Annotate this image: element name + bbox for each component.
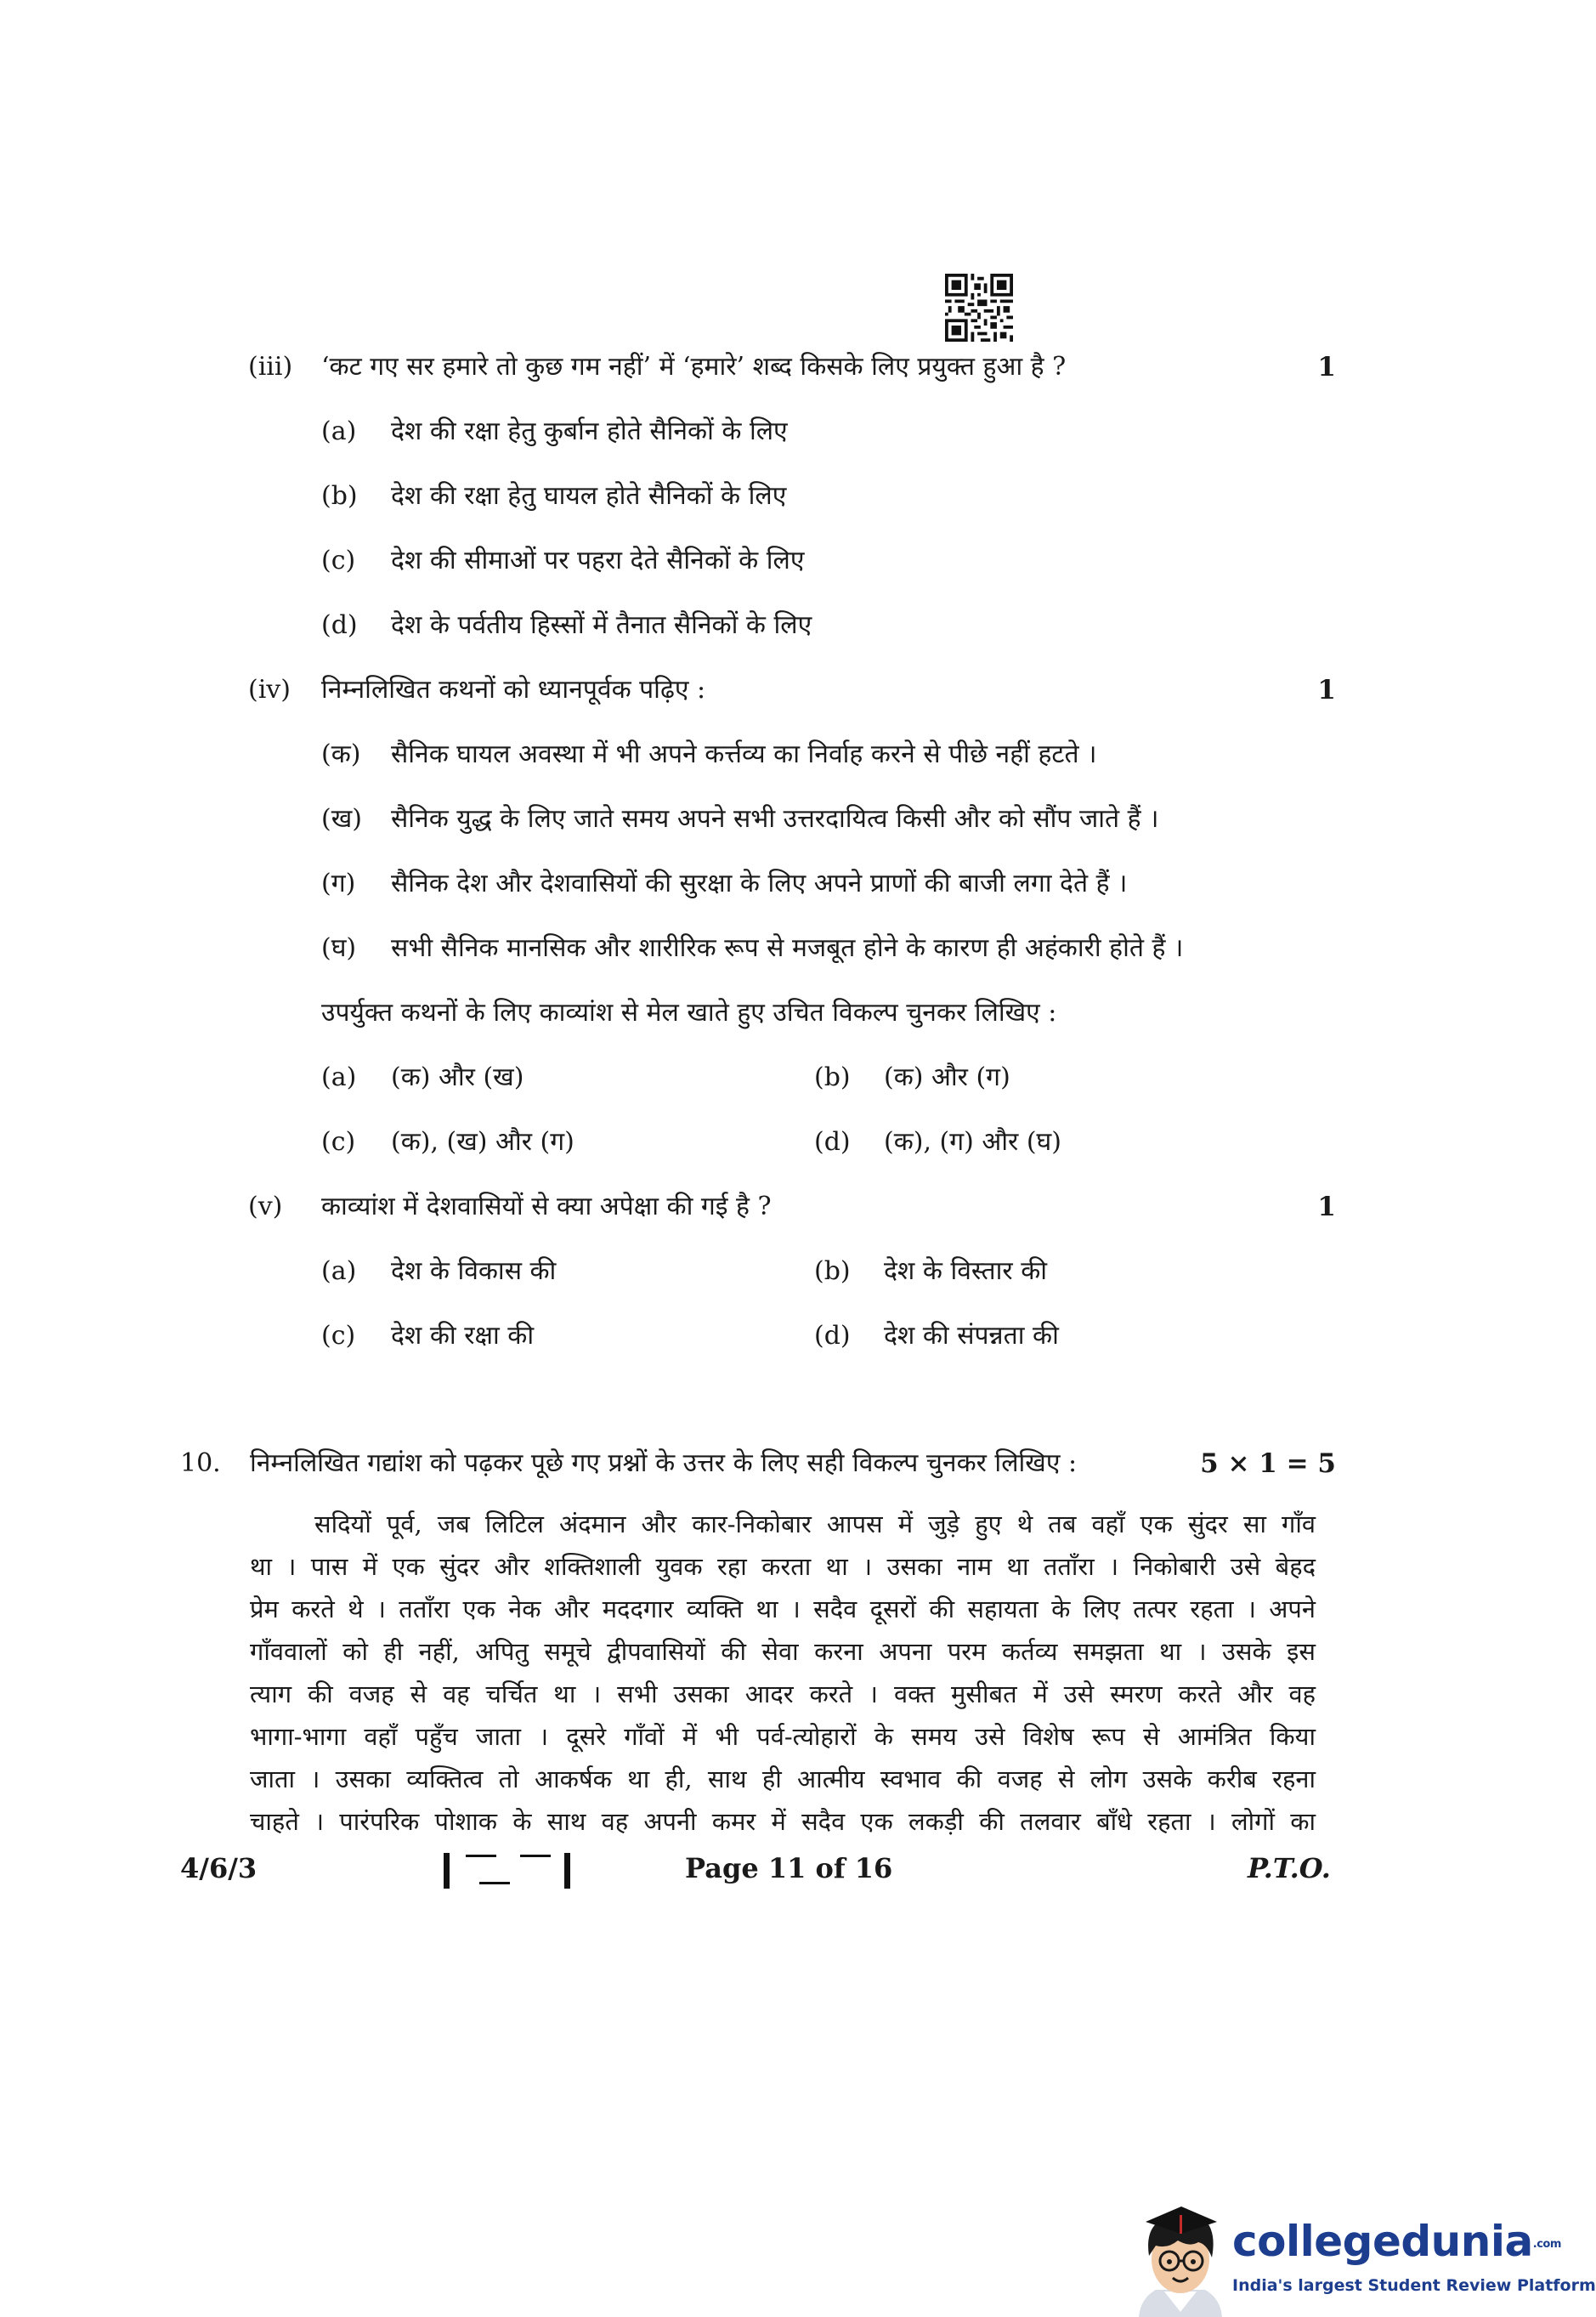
- question-text: ‘कट गए सर हमारे तो कुछ गम नहीं’ में ‘हमारे’ शब्द किसके लिए प्रयुक्त हुआ है ?: [321, 352, 1067, 382]
- question-number: (iv): [248, 675, 291, 705]
- option-text: देश की रक्षा हेतु कुर्बान होते सैनिकों के लिए: [391, 416, 788, 446]
- question-marks: 1: [1317, 675, 1336, 705]
- option-label: (a): [321, 1062, 357, 1092]
- barcode-icon: [440, 1851, 576, 1890]
- question-marks: 5 × 1 = 5: [1200, 1448, 1336, 1479]
- passage-line: जाता । उसका व्यक्तित्व तो आकर्षक था ही, साथ ही आत्मीय स्वभाव की वजह से लोग उसके करीब रहना: [250, 1765, 1316, 1793]
- statement-label: (घ): [321, 933, 357, 963]
- option-label: (b): [321, 481, 358, 511]
- option-label: (a): [321, 1256, 357, 1286]
- option-label: (d): [814, 1127, 851, 1157]
- logo-tagline: India's largest Student Review Platform: [1232, 2276, 1596, 2295]
- question-marks: 1: [1317, 1192, 1336, 1222]
- option-text: (क), (ग) और (घ): [884, 1127, 1061, 1157]
- option-label: (c): [321, 1321, 356, 1351]
- option-label: (b): [814, 1256, 851, 1286]
- option-text: (क) और (ख): [391, 1062, 524, 1092]
- question-marks: 1: [1317, 352, 1336, 382]
- option-label: (a): [321, 416, 357, 446]
- logo-suffix: .com: [1532, 2238, 1561, 2251]
- option-text: देश के पर्वतीय हिस्सों में तैनात सैनिकों के लिए: [391, 610, 812, 640]
- option-label: (b): [814, 1062, 851, 1092]
- option-text: देश की रक्षा हेतु घायल होते सैनिकों के लिए: [391, 481, 787, 511]
- logo-wordmark: collegedunia.com: [1232, 2217, 1561, 2266]
- passage-line: प्रेम करते थे । तताँरा एक नेक और मददगार व्यक्ति था । सदैव दूसरों की सहायता के लिए तत्पर रहता । अपने: [250, 1595, 1316, 1623]
- option-label: (c): [321, 1127, 356, 1157]
- option-text: देश के विस्तार की: [884, 1256, 1048, 1286]
- passage-line: भागा-भागा वहाँ पहुँच जाता । दूसरे गाँवों में भी पर्व-त्योहारों के समय उसे विशेष रूप से आमंत्रित किया: [250, 1722, 1316, 1751]
- statement-text: सभी सैनिक मानसिक और शारीरिक रूप से मजबूत होने के कारण ही अहंकारी होते हैं ।: [391, 933, 1184, 963]
- statement-text: सैनिक युद्ध के लिए जाते समय अपने सभी उत्तरदायित्व किसी और को सौंप जाते हैं ।: [391, 804, 1159, 834]
- option-text: (क) और (ग): [884, 1062, 1010, 1092]
- passage-line: चाहते । पारंपरिक पोशाक के साथ वह अपनी कमर में सदैव एक लकड़ी की तलवार बाँधे रहता । लोगों का: [250, 1807, 1316, 1836]
- statement-label: (ख): [321, 804, 362, 834]
- passage-line: त्याग की वजह से वह चर्चित था । सभी उसका आदर करते । वक्त मुसीबत में उसे स्मरण करते और वह: [250, 1680, 1316, 1708]
- statement-text: सैनिक घायल अवस्था में भी अपने कर्त्तव्य का निर्वाह करने से पीछे नहीं हटते ।: [391, 739, 1097, 769]
- option-text: देश की संपन्नता की: [884, 1321, 1059, 1351]
- option-label: (d): [321, 610, 358, 640]
- passage-line: गाँववालों को ही नहीं, अपितु समूचे द्वीपवासियों की सेवा करना अपना परम कर्तव्य समझता था । उसके इस: [250, 1637, 1316, 1666]
- question-number: (v): [248, 1192, 283, 1221]
- question-text: निम्नलिखित गद्यांश को पढ़कर पूछे गए प्रश्नों के उत्तर के लिए सही विकल्प चुनकर लिखिए :: [250, 1448, 1078, 1478]
- pto-label: P.T.O.: [1248, 1852, 1331, 1884]
- collegedunia-logo: [1130, 2191, 1596, 2317]
- option-label: (c): [321, 546, 356, 575]
- statement-label: (क): [321, 739, 361, 769]
- statement-text: सैनिक देश और देशवासियों की सुरक्षा के लिए अपने प्राणों की बाजी लगा देते हैं ।: [391, 869, 1128, 898]
- option-text: देश की रक्षा की: [391, 1321, 535, 1351]
- instruction-text: उपर्युक्त कथनों के लिए काव्यांश से मेल खाते हुए उचित विकल्प चुनकर लिखिए :: [321, 998, 1057, 1028]
- statement-label: (ग): [321, 869, 356, 898]
- question-number: (iii): [248, 352, 293, 382]
- question-text: काव्यांश में देशवासियों से क्या अपेक्षा की गई है ?: [321, 1192, 772, 1221]
- page-number: Page 11 of 16: [685, 1852, 893, 1884]
- option-text: देश के विकास की: [391, 1256, 557, 1286]
- question-number: 10.: [180, 1448, 221, 1478]
- option-text: (क), (ख) और (ग): [391, 1127, 574, 1157]
- question-text: निम्नलिखित कथनों को ध्यानपूर्वक पढ़िए :: [321, 675, 706, 705]
- qr-code-icon: [945, 274, 1013, 342]
- paper-code: 4/6/3: [180, 1852, 258, 1884]
- passage-line: सदियों पूर्व, जब लिटिल अंदमान और कार-निकोबार आपस में जुड़े हुए थे तब वहाँ एक सुंदर सा गाँव: [314, 1510, 1316, 1538]
- option-label: (d): [814, 1321, 851, 1351]
- student-mascot-icon: [1130, 2196, 1231, 2317]
- passage: [250, 1503, 1316, 1843]
- passage-line: था । पास में एक सुंदर और शक्तिशाली युवक रहा करता था । उसका नाम था तताँरा । निकोबारी उसे बेहद: [250, 1552, 1316, 1581]
- option-text: देश की सीमाओं पर पहरा देते सैनिकों के लिए: [391, 546, 805, 575]
